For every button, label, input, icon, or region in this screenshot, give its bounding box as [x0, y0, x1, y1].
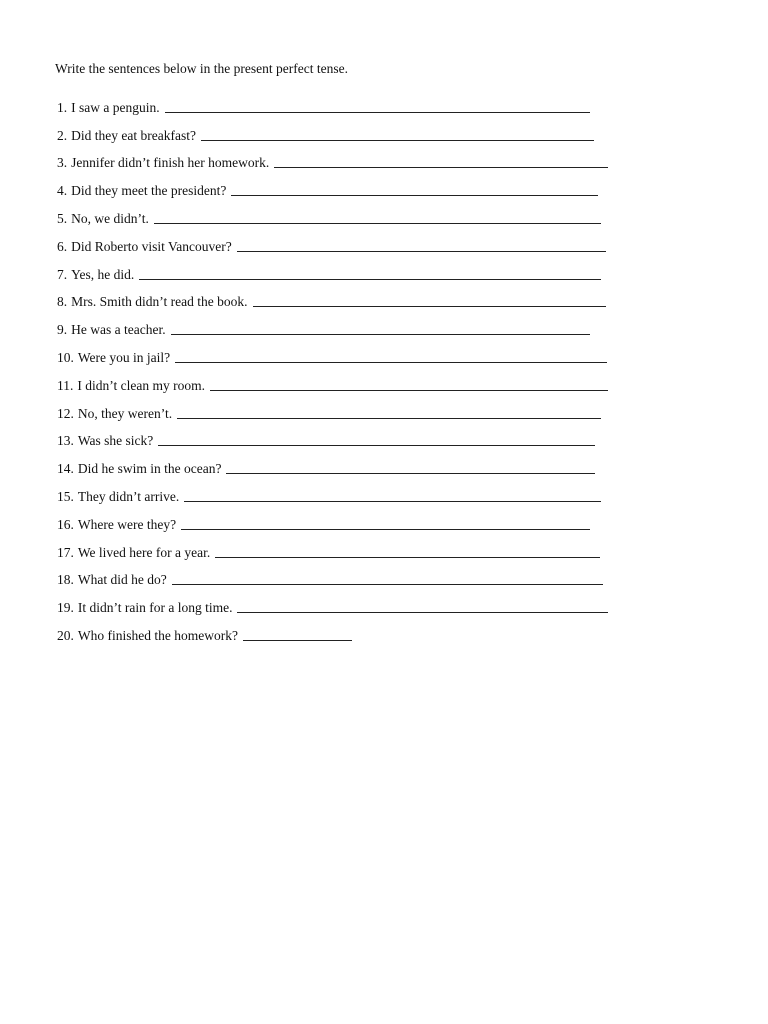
- item-number: 17.: [57, 544, 74, 560]
- item-sentence: I didn’t clean my room.: [77, 377, 205, 393]
- list-item: [57, 171, 608, 199]
- list-item: [57, 199, 608, 227]
- answer-line[interactable]: [172, 584, 603, 585]
- item-sentence: No, they weren’t.: [77, 405, 173, 421]
- item-number: 15.: [57, 488, 74, 504]
- list-item: [57, 88, 608, 116]
- item-sentence: Did they meet the president?: [71, 183, 227, 199]
- list-item: [57, 616, 608, 644]
- instruction-text: Write the sentences below in the present perfect tense.: [55, 61, 348, 76]
- item-number: 14.: [57, 461, 74, 477]
- item-sentence: They didn’t arrive.: [77, 488, 180, 504]
- list-item: [57, 366, 608, 394]
- item-sentence: Where were they?: [77, 516, 177, 532]
- answer-line[interactable]: [274, 167, 608, 168]
- item-sentence: We lived here for a year.: [77, 544, 211, 560]
- answer-line[interactable]: [201, 140, 594, 141]
- answer-line[interactable]: [171, 334, 590, 335]
- list-item: [57, 505, 608, 533]
- answer-line[interactable]: [154, 223, 601, 224]
- answer-line[interactable]: [237, 251, 606, 252]
- item-sentence: Did they eat breakfast?: [71, 127, 196, 143]
- list-item: [57, 116, 608, 144]
- item-number: 13.: [57, 433, 74, 449]
- item-number: 2.: [57, 127, 68, 143]
- item-sentence: Were you in jail?: [77, 349, 171, 365]
- item-number: 3.: [57, 155, 68, 171]
- list-item: [57, 310, 608, 338]
- list-item: [57, 561, 608, 589]
- list-item: [57, 283, 608, 311]
- item-number: 10.: [57, 349, 74, 365]
- item-number: 7.: [57, 266, 68, 282]
- answer-line[interactable]: [175, 362, 607, 363]
- list-item: [57, 449, 608, 477]
- item-number: 5.: [57, 210, 68, 226]
- item-sentence: Mrs. Smith didn’t read the book.: [71, 294, 248, 310]
- item-sentence: Jennifer didn’t finish her homework.: [71, 155, 270, 171]
- list-item: [57, 394, 608, 422]
- list-item: [57, 422, 608, 450]
- item-number: 6.: [57, 238, 68, 254]
- item-sentence: I saw a penguin.: [71, 99, 160, 115]
- list-item: [57, 533, 608, 561]
- answer-line[interactable]: [181, 529, 590, 530]
- list-item: [57, 588, 608, 616]
- answer-line[interactable]: [165, 112, 590, 113]
- item-number: 16.: [57, 516, 74, 532]
- list-item: [57, 477, 608, 505]
- answer-line[interactable]: [184, 501, 601, 502]
- sentence-list: [57, 88, 608, 644]
- answer-line[interactable]: [158, 445, 595, 446]
- item-sentence: It didn’t rain for a long time.: [77, 600, 233, 616]
- item-number: 18.: [57, 572, 74, 588]
- answer-line[interactable]: [177, 418, 601, 419]
- item-sentence: Yes, he did.: [71, 266, 135, 282]
- answer-line[interactable]: [215, 557, 600, 558]
- item-number: 20.: [57, 627, 74, 643]
- item-sentence: Was she sick?: [77, 433, 154, 449]
- answer-line[interactable]: [210, 390, 608, 391]
- item-number: 19.: [57, 600, 74, 616]
- item-sentence: Who finished the homework?: [77, 627, 238, 643]
- list-item: [57, 255, 608, 283]
- answer-line[interactable]: [243, 640, 352, 641]
- list-item: [57, 338, 608, 366]
- item-number: 4.: [57, 183, 68, 199]
- list-item: [57, 227, 608, 255]
- answer-line[interactable]: [231, 195, 598, 196]
- list-item: [57, 144, 608, 172]
- item-sentence: No, we didn’t.: [71, 210, 149, 226]
- answer-line[interactable]: [237, 612, 608, 613]
- item-sentence: He was a teacher.: [71, 322, 166, 338]
- answer-line[interactable]: [139, 279, 601, 280]
- item-number: 11.: [57, 377, 74, 393]
- item-number: 1.: [57, 99, 68, 115]
- item-number: 12.: [57, 405, 74, 421]
- item-sentence: Did Roberto visit Vancouver?: [71, 238, 232, 254]
- answer-line[interactable]: [226, 473, 595, 474]
- item-number: 8.: [57, 294, 68, 310]
- item-number: 9.: [57, 322, 68, 338]
- answer-line[interactable]: [253, 306, 607, 307]
- item-sentence: Did he swim in the ocean?: [77, 461, 222, 477]
- item-sentence: What did he do?: [77, 572, 167, 588]
